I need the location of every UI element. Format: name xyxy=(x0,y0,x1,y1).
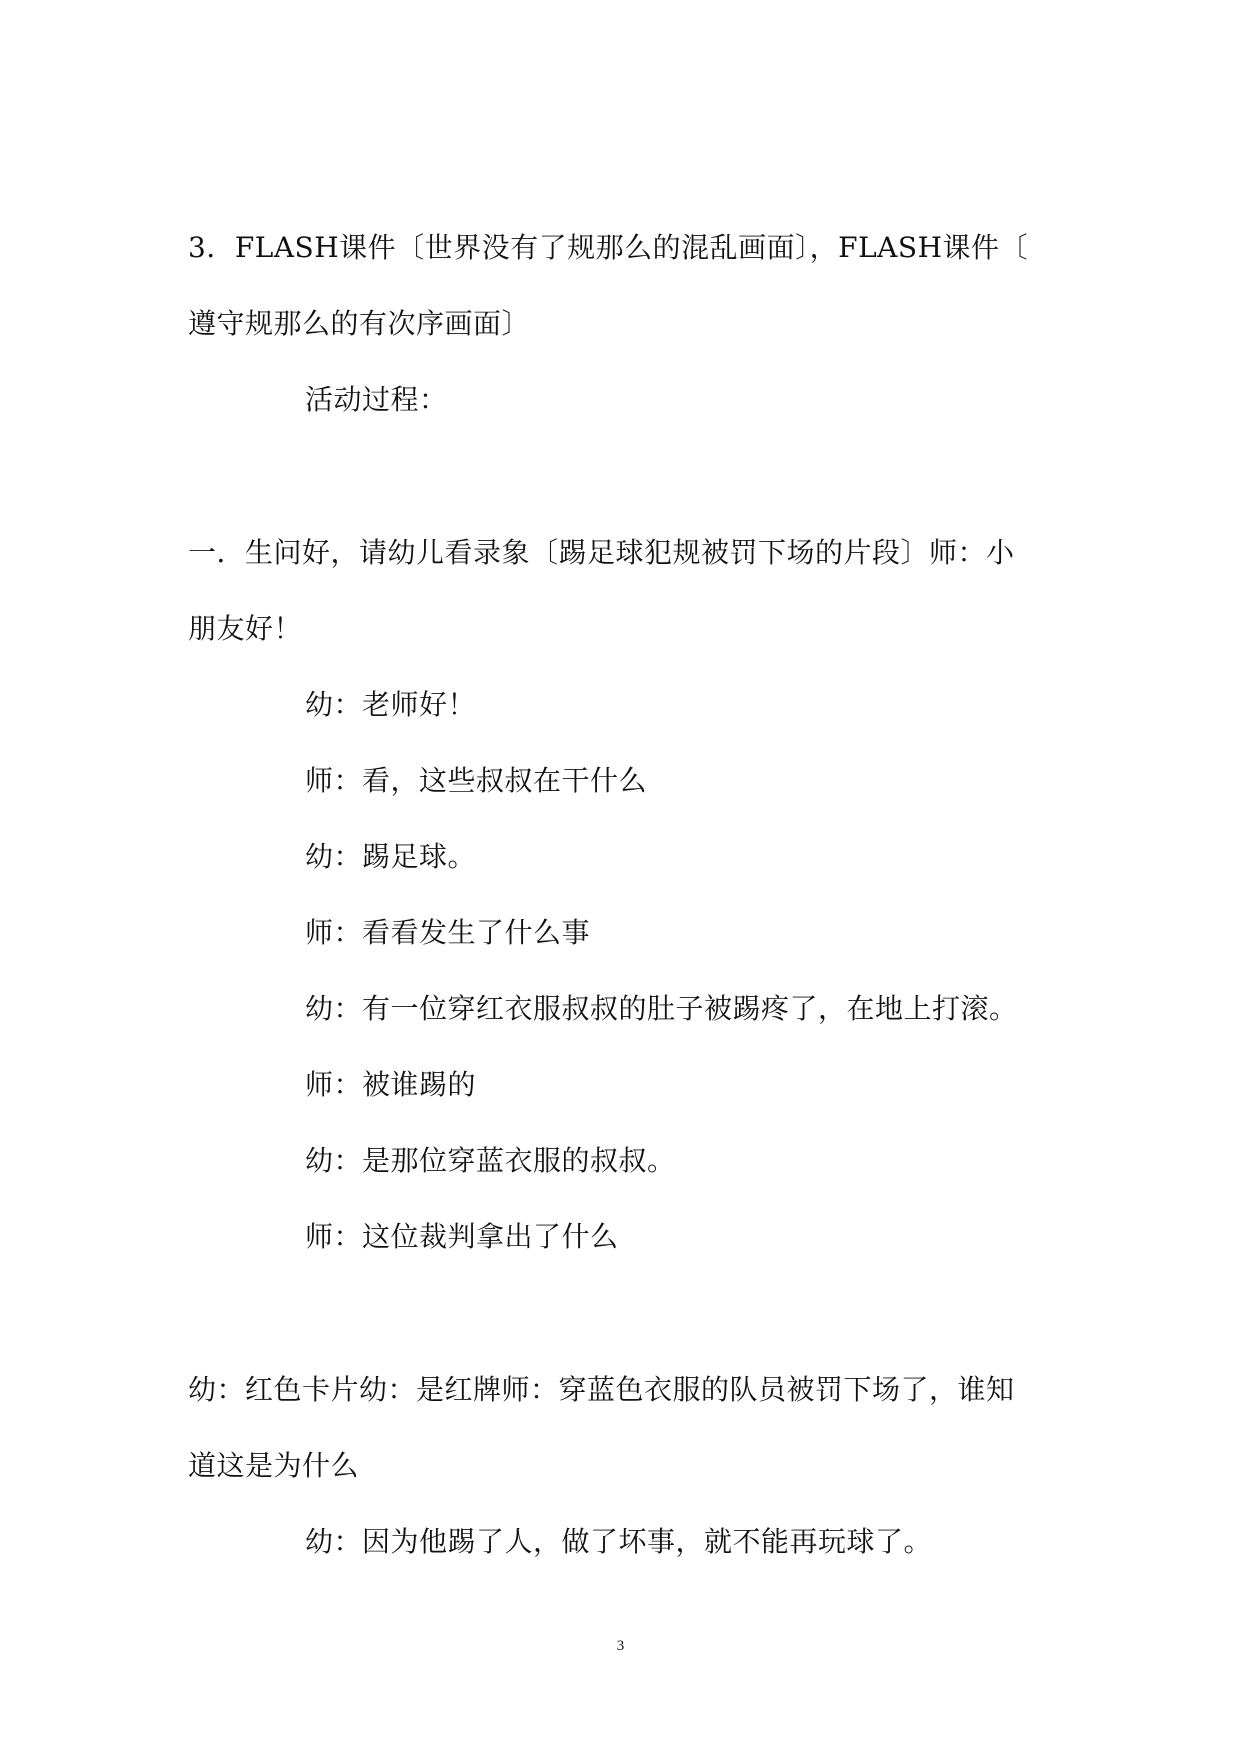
dialogue-line: 幼：是那位穿蓝衣服的叔叔。 xyxy=(305,1144,676,1177)
text-line: 幼：红色卡片幼：是红牌师：穿蓝色衣服的队员被罚下场了，谁知 xyxy=(188,1373,1015,1406)
text-line: 道这是为什么 xyxy=(188,1449,360,1482)
dialogue-line: 幼：因为他踢了人，做了坏事，就不能再玩球了。 xyxy=(305,1525,933,1558)
dialogue-line: 师：看，这些叔叔在干什么 xyxy=(305,764,648,797)
section-heading: 活动过程： xyxy=(305,383,448,416)
dialogue-line: 幼：踢足球。 xyxy=(305,840,477,873)
text-line: 朋友好！ xyxy=(188,612,303,645)
text-line: 3．FLASH课件〔世界没有了规那么的混乱画面〕，FLASH课件〔 xyxy=(188,231,1029,264)
dialogue-line: 幼：有一位穿红衣服叔叔的肚子被踢疼了，在地上打滚。 xyxy=(305,992,1018,1025)
dialogue-line: 师：看看发生了什么事 xyxy=(305,916,591,949)
text-line: 遵守规那么的有次序画面〕 xyxy=(188,307,531,340)
dialogue-line: 幼：老师好！ xyxy=(305,688,477,721)
dialogue-line: 师：被谁踢的 xyxy=(305,1068,477,1101)
dialogue-line: 师：这位裁判拿出了什么 xyxy=(305,1220,619,1253)
page-number: 3 xyxy=(616,1638,625,1654)
text-line: 一．生问好，请幼儿看录象〔踢足球犯规被罚下场的片段〕师：小 xyxy=(188,536,1015,569)
